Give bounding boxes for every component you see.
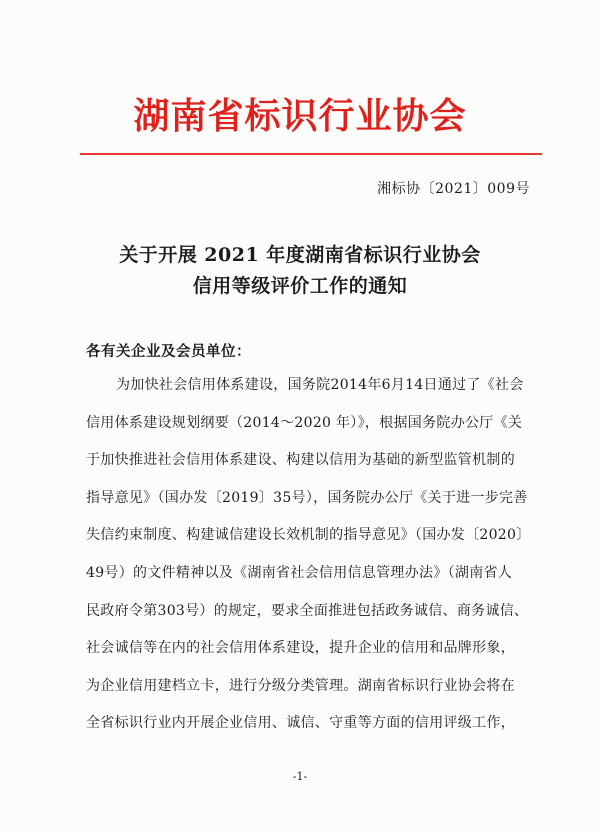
body-line: 为企业信用建档立卡，进行分级分类管理。湖南省标识行业协会将在 [86, 677, 515, 694]
body-line: 民政府令第303号）的规定，要求全面推进包括政务诚信、商务诚信、 [86, 602, 529, 619]
body-paragraph [86, 376, 531, 752]
body-line: 全省标识行业内开展企业信用、诚信、守重等方面的信用评级工作， [86, 715, 515, 732]
notice-title-line-2: 信用等级评价工作的通知 [192, 275, 408, 297]
document-number: 湘标协〔2021〕009号 [377, 181, 530, 197]
body-line: 于加快推进社会信用体系建设、构建以信用为基础的新型监管机制的 [86, 452, 515, 469]
body-line: 失信约束制度、构建诚信建设长效机制的指导意见》（国办发〔2020〕 [86, 527, 531, 544]
body-line: 为加快社会信用体系建设，国务院2014年6月14日通过了《社会 [116, 377, 524, 393]
organization-header-title: 湖南省标识行业协会 [133, 96, 467, 137]
notice-title-line-1: 关于开展 2021 年度湖南省标识行业协会 [119, 244, 481, 266]
body-line: 社会诚信等在内的社会信用体系建设，提升企业的信用和品牌形象， [86, 640, 515, 657]
body-line: 指导意见》（国办发〔2019〕35号），国务院办公厅《关于进一步完善 [86, 489, 528, 506]
page-number: -1- [292, 770, 308, 783]
header-divider-rule [80, 153, 542, 155]
body-line: 49号）的文件精神以及《湖南省社会信用信息管理办法》（湖南省人 [86, 564, 513, 581]
salutation: 各有关企业及会员单位： [86, 343, 251, 360]
body-line: 信用体系建设规划纲要（2014～2020 年）》，根据国务院办公厅《关 [86, 414, 523, 431]
